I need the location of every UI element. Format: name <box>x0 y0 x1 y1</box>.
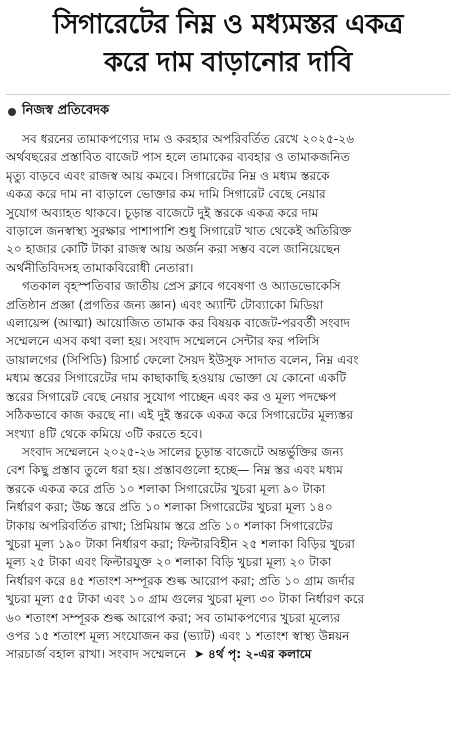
text-line: খুচরা মূল্য ৫৫ টাকা এবং ১০ গ্রাম গুলের খুচরা মূল্য ৩০ টাকা নির্ধারণ করে <box>6 592 365 607</box>
text-line: স্তরকে একত্র করে প্রতি ১০ শলাকা সিগারেটের খুচরা মূল্য ৯০ টাকা <box>6 481 326 496</box>
text-line: গতকাল বৃহস্পতিবার জাতীয় প্রেস ক্লাবে গবেষণা ও অ্যাডভোকেসি <box>22 279 341 294</box>
text-line: মৃত্যু বাড়বে এবং রাজস্ব আয় কমবে। সিগারেটের নিম্ন ও মধ্যম স্তরকে <box>6 168 330 183</box>
arrow-icon: ➤ <box>193 647 205 662</box>
bullet-icon <box>8 108 16 116</box>
text-line: প্রতিষ্ঠান প্রজ্ঞা (প্রগতির জন্য জ্ঞান) এবং অ্যান্টি টোব্যাকো মিডিয়া <box>6 297 324 312</box>
text-line: টাকায় অপরিবর্তিত রাখা; প্রিমিয়াম স্তরে প্রতি ১০ শলাকা সিগারেটের <box>6 518 333 533</box>
text-line: নির্ধারণ করে ৪৫ শতাংশ সম্পূরক শুল্ক আরোপ করা; প্রতি ১০ গ্রাম জর্দার <box>6 573 355 588</box>
byline-text: নিজস্ব প্রতিবেদক <box>22 103 110 118</box>
text-line: সারচার্জ বহাল রাখা। সংবাদ সম্মেলনে <box>6 647 187 662</box>
text-line: একত্র করে দাম না বাড়ালে ভোক্তার কম দামি সিগারেট বেছে নেয়ার <box>6 187 326 202</box>
paragraph-3 <box>6 443 450 664</box>
text-line: ডায়ালগের (সিপিডি) রিসার্চ ফেলো সৈয়দ ইউসুফ সাদাত বলেন, নিম্ন এবং <box>6 352 359 367</box>
text-line: সম্মেলনে এসব কথা বলা হয়। সংবাদ সম্মেলনে সেন্টার ফর পলিসি <box>6 334 320 349</box>
text-line: ওপর ১৫ শতাংশ মূল্য সংযোজন কর (ভ্যাট) এবং ১ শতাংশ স্বাস্থ্য উন্নয়ন <box>6 628 350 643</box>
text-line: নির্ধারণ করা; উচ্চ স্তরে প্রতি ১০ শলাকা সিগারেটের খুচরা মূল্য ১৪০ <box>6 500 333 515</box>
text-line: সঠিকভাবে কাজ করছে না। এই দুই স্তরকে একত্র করে সিগারেটের মূল্যস্তর <box>6 408 354 423</box>
text-line: সুযোগ অব্যাহত থাকবে। চূড়ান্ত বাজেটে দুই স্তরকে একত্র করে দাম <box>6 205 319 220</box>
text-line: বাড়ালে জনস্বাস্থ্য সুরক্ষার পাশাপাশি শুধু সিগারেট খাত থেকেই অতিরিক্ত <box>6 224 352 239</box>
text-line: ৬০ শতাংশ সম্পূরক শুল্ক আরোপ করা; সব তামাকপণ্যের খুচরা মূল্যের <box>6 610 341 625</box>
text-line: মধ্যম স্তরের সিগারেটের দাম কাছাকাছি হওয়ায় ভোক্তা যে কোনো একটি <box>6 371 347 386</box>
text-line: সংবাদ সম্মেলনে ২০২৫-২৬ সালের চূড়ান্ত বাজেটে অন্তর্ভুক্তির জন্য <box>22 444 344 459</box>
text-line: এলায়েন্স (আত্মা) আয়োজিত তামাক কর বিষয়ক বাজেট-পরবর্তী সংবাদ <box>6 316 351 331</box>
text-line: অর্থনীতিবিদসহ তামাকবিরোধী নেতারা। <box>6 260 194 275</box>
text-line: স্তরের সিগারেট বেছে নেয়ার সুযোগ পাচ্ছেন এবং কর ও মূল্য পদক্ষেপ <box>6 389 337 404</box>
text-line: অর্থবছরের প্রস্তাবিত বাজেট পাস হলে তামাকের ব্যবহার ও তামাকজনিত <box>6 150 350 165</box>
text-line: বেশ কিছু প্রস্তাব তুলে ধরা হয়। প্রস্তাবগুলো হচ্ছে— নিম্ন স্তর এবং মধ্যম <box>6 463 343 478</box>
last-line <box>6 645 450 663</box>
headline-line-1: সিগারেটের নিম্ন ও মধ্যমস্তর একত্র <box>53 9 403 40</box>
headline-line-2: করে দাম বাড়ানোর দাবি <box>104 47 352 78</box>
paragraph-2 <box>6 277 450 443</box>
continuation-note[interactable]: ৪র্থ পৃ: ২-এর কলামে <box>207 647 312 662</box>
text-line: ২০ হাজার কোটি টাকা রাজস্ব আয় অর্জন করা সম্ভব বলে জানিয়েছেন <box>6 242 341 257</box>
text-line: সব ধরনের তামাকপণ্যের দাম ও করহার অপরিবর্তিত রেখে ২০২৫-২৬ <box>22 132 355 146</box>
paragraph-1 <box>6 130 450 277</box>
byline <box>6 101 450 122</box>
text-line: খুচরা মূল্য ১৯০ টাকা নির্ধারণ করা; ফিল্টারবিহীন ২৫ শলাকা বিড়ির খুচরা <box>6 536 355 551</box>
text-line: মূল্য ২৫ টাকা এবং ফিল্টারযুক্ত ২০ শলাকা বিড়ি খুচরা মূল্য ২০ টাকা <box>6 555 332 570</box>
headline <box>6 6 450 82</box>
divider <box>6 94 450 95</box>
text-line: সংখ্যা ৪টি থেকে কমিয়ে ৩টি করতে হবে। <box>6 426 203 441</box>
